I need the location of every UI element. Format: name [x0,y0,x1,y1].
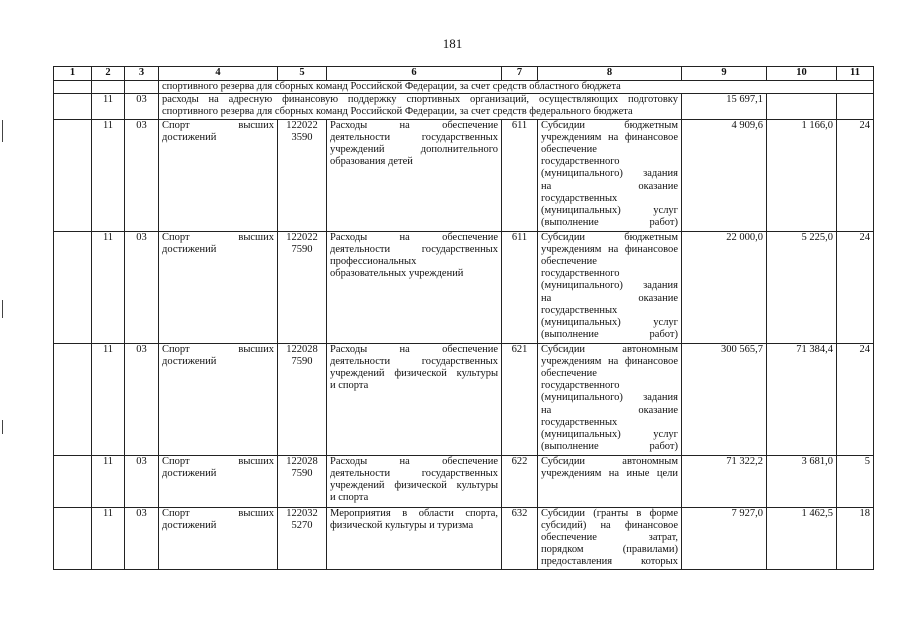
table-row [54,343,874,455]
expense-description-line: деятельности государственных [330,355,498,367]
expense-description-line: деятельности государственных [330,131,498,143]
expense-type-line: (муниципального) задания [541,392,678,404]
subsection-name [159,455,278,507]
target-code [278,231,327,343]
header-cell: 8 [538,67,682,81]
subsection-name-line: достижений [162,243,217,255]
amount-cell: 15 697,1 [682,94,767,119]
cell-empty [54,94,92,119]
table-body [54,119,874,569]
expense-description-line: учреждений физической культуры [330,368,498,380]
table-row [54,119,874,231]
expense-description [327,507,502,569]
subsection-name-line: Спорт высших [162,455,274,467]
expense-type-code: 611 [502,231,538,343]
cell-empty [54,231,92,343]
target-code-part: 122028 [286,455,318,467]
target-code [278,119,327,231]
header-cell: 2 [92,67,125,81]
table-row [54,507,874,569]
expense-description-line: учреждений физической культуры [330,480,498,492]
description-line: расходы на адресную финансовую поддержку спортивных организаций, осуществляющих подготовку [162,94,678,106]
expense-type-description [538,343,682,455]
amount-cell: 3 681,0 [767,455,837,507]
expense-type-line: (выполнение работ) [541,217,678,229]
section-code: 11 [92,343,125,455]
expense-description-line: Мероприятия в области спорта, [330,507,498,519]
expense-type-line: Субсидии автономным [541,455,678,467]
cell-empty [54,455,92,507]
expense-type-line: субсидий) на финансовое [541,519,678,531]
target-code-part: 122028 [286,343,318,355]
expense-description-line: учреждений дополнительного [330,144,498,156]
cell-empty [54,507,92,569]
expense-type-code: 611 [502,119,538,231]
continuation-text: спортивного резерва для сборных команд Российской Федерации, за счет средств областного бюджета [159,81,874,94]
expense-description [327,231,502,343]
subtotal-row [54,94,874,119]
subsection-code: 03 [125,507,159,569]
expense-description-line: деятельности государственных [330,243,498,255]
expense-type-line: обеспечение [541,368,597,380]
subsection-name-line: достижений [162,519,217,531]
expense-type-line: учреждениям на финансовое [541,243,678,255]
description-line: спортивного резерва для сборных команд Российской Федерации, за счет средств федерального бюджета [162,106,633,118]
subsection-name [159,507,278,569]
percent-cell: 24 [837,119,874,231]
percent-cell: 24 [837,343,874,455]
expense-description-line: и спорта [330,380,369,392]
subsection-name [159,231,278,343]
subsection-name [159,343,278,455]
expense-type-line: государственного [541,268,620,280]
subsection-code: 03 [125,231,159,343]
section-code: 11 [92,231,125,343]
expense-description-line: Расходы на обеспечение [330,455,498,467]
expense-type-line: Субсидии бюджетным [541,231,678,243]
expense-type-line: (выполнение работ) [541,441,678,453]
target-code [278,343,327,455]
amount-cell: 4 909,6 [682,119,767,231]
cell-empty [54,81,92,94]
amount-cell: 1 166,0 [767,119,837,231]
header-cell: 10 [767,67,837,81]
subsection-code: 03 [125,94,159,119]
section-code: 11 [92,94,125,119]
subsection-code: 03 [125,119,159,231]
margin-mark [2,300,3,318]
subtotal-description [159,94,682,119]
expense-description-line: физической культуры и туризма [330,519,474,531]
amount-cell: 71 384,4 [767,343,837,455]
expense-type-description [538,507,682,569]
expense-description-line: образовательных учреждений [330,268,464,280]
header-cell: 1 [54,67,92,81]
subsection-code: 03 [125,343,159,455]
continuation-row [54,81,874,94]
target-code [278,507,327,569]
expense-description-line: и спорта [330,492,369,504]
expense-type-line: государственных [541,416,618,428]
section-code: 11 [92,119,125,231]
percent-cell: 18 [837,507,874,569]
expense-type-line: государственных [541,192,618,204]
expense-type-description [538,231,682,343]
expense-type-line: (муниципального) задания [541,280,678,292]
expense-type-line: государственных [541,304,618,316]
target-code-part: 7590 [291,355,313,367]
header-cell: 3 [125,67,159,81]
table-row [54,231,874,343]
expense-type-description [538,119,682,231]
expense-type-line: Субсидии автономным [541,343,678,355]
expense-description-line: Расходы на обеспечение [330,119,498,131]
expense-type-line: (муниципальных) услуг [541,317,678,329]
expense-type-code: 622 [502,455,538,507]
cell-empty [837,94,874,119]
amount-cell: 5 225,0 [767,231,837,343]
cell-empty [54,343,92,455]
expense-type-code: 621 [502,343,538,455]
target-code-part: 122032 [286,507,318,519]
subsection-name-line: Спорт высших [162,507,274,519]
amount-cell: 71 322,2 [682,455,767,507]
target-code-part: 122022 [286,231,318,243]
expense-description [327,343,502,455]
budget-table [53,66,874,570]
expense-type-line: (выполнение работ) [541,329,678,341]
amount-cell: 1 462,5 [767,507,837,569]
target-code-part: 122022 [286,119,318,131]
expense-type-line: государственного [541,156,620,168]
subsection-name-line: достижений [162,467,217,479]
subsection-name [159,119,278,231]
cell-empty [54,119,92,231]
expense-description-line: образования детей [330,156,413,168]
expense-type-line: учреждениям на финансовое [541,355,678,367]
target-code-part: 5270 [291,519,313,531]
expense-type-line: на оказание [541,404,678,416]
page-number: 181 [442,36,463,51]
expense-type-line: обеспечение [541,256,597,268]
expense-type-line: на оказание [541,292,678,304]
header-cell: 11 [837,67,874,81]
expense-description-line: профессиональных [330,256,417,268]
percent-cell: 5 [837,455,874,507]
target-code-part: 7590 [291,243,313,255]
expense-description-line: деятельности государственных [330,467,498,479]
header-cell: 7 [502,67,538,81]
margin-mark [2,420,3,434]
expense-type-line: учреждениям на финансовое [541,131,678,143]
cell-empty [767,94,837,119]
subsection-name-line: достижений [162,355,217,367]
header-cell: 5 [278,67,327,81]
expense-type-line: обеспечение [541,144,597,156]
expense-description [327,119,502,231]
header-cell: 4 [159,67,278,81]
amount-cell: 7 927,0 [682,507,767,569]
amount-cell: 300 565,7 [682,343,767,455]
subsection-name-line: Спорт высших [162,231,274,243]
expense-type-line: Субсидии (гранты в форме [541,507,678,519]
expense-type-line: порядком (правилами) [541,544,678,556]
header-cell: 6 [327,67,502,81]
subsection-name-line: Спорт высших [162,343,274,355]
expense-type-line: Субсидии бюджетным [541,119,678,131]
table-row [54,455,874,507]
subsection-name-line: Спорт высших [162,119,274,131]
expense-type-line: (муниципальных) услуг [541,429,678,441]
expense-description [327,455,502,507]
section-code: 11 [92,507,125,569]
subsection-name-line: достижений [162,131,217,143]
expense-type-line: (муниципального) задания [541,168,678,180]
target-code-part: 3590 [291,131,313,143]
subsection-code: 03 [125,455,159,507]
cell-empty [125,81,159,94]
cell-empty [92,81,125,94]
target-code [278,455,327,507]
header-row [54,67,874,81]
expense-description-line: Расходы на обеспечение [330,231,498,243]
expense-type-line: предоставления которых [541,556,678,568]
section-code: 11 [92,455,125,507]
expense-type-line: на оказание [541,180,678,192]
margin-mark [2,120,3,142]
target-code-part: 7590 [291,467,313,479]
percent-cell: 24 [837,231,874,343]
expense-type-line: государственного [541,380,620,392]
expense-description-line: Расходы на обеспечение [330,343,498,355]
expense-type-line: (муниципальных) услуг [541,205,678,217]
amount-cell: 22 000,0 [682,231,767,343]
header-cell: 9 [682,67,767,81]
expense-type-code: 632 [502,507,538,569]
expense-type-line: учреждениям на иные цели [541,467,678,479]
expense-type-description [538,455,682,507]
expense-type-line: обеспечение затрат, [541,532,678,544]
